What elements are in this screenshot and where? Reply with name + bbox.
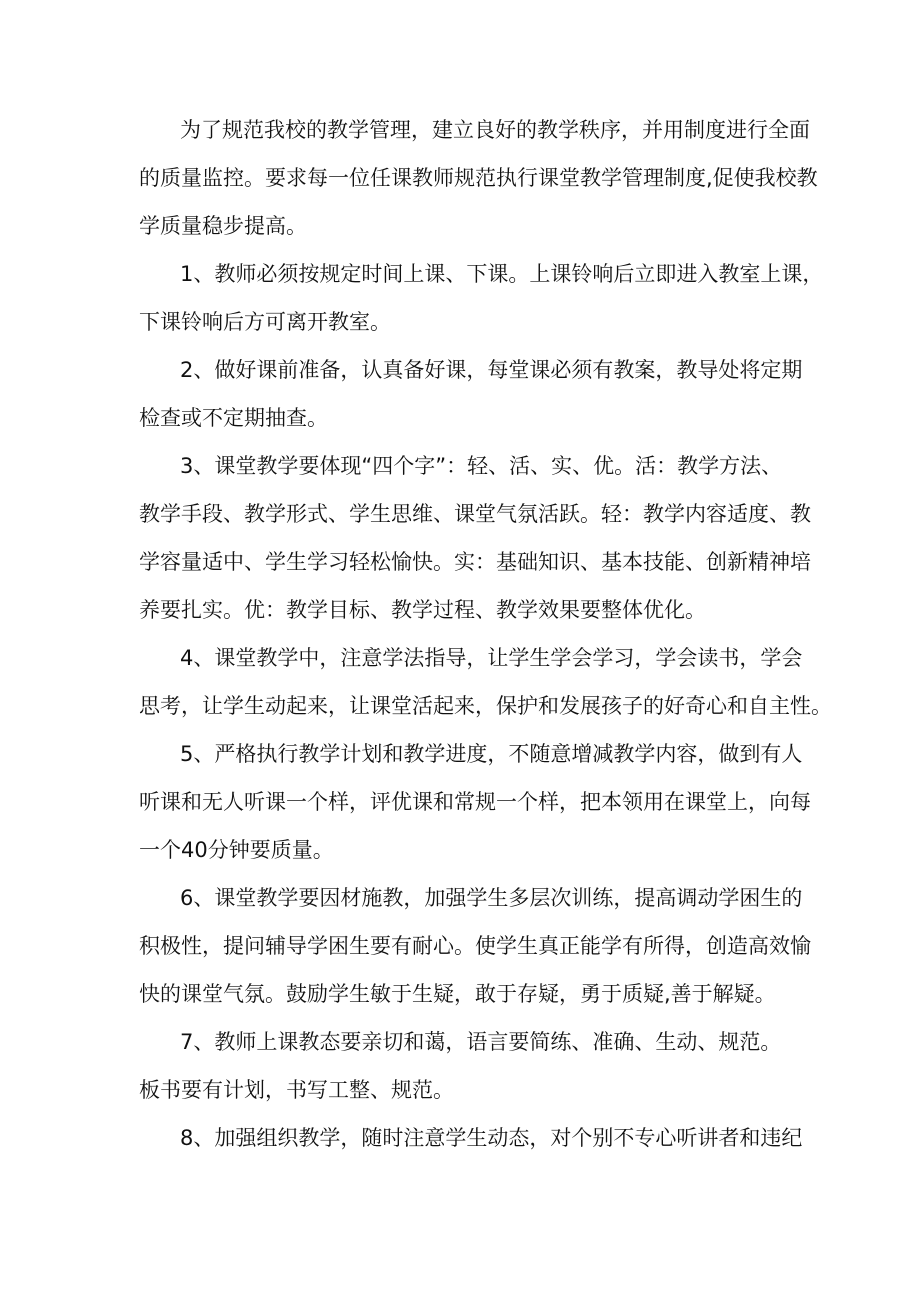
text-line: 思考，让学生动起来，让课堂活起来，保护和发展孩子的好奇心和自主性。	[139, 694, 832, 718]
text-line: 1、教师必须按规定时间上课、下课。上课铃响后立即进入教室上课，	[180, 262, 824, 286]
text-line: 8、加强组织教学，随时注意学生动态，对个别不专心听讲者和违纪	[180, 1126, 803, 1150]
text-line: 7、教师上课教态要亲切和蔼，语言要简练、准确、生动、规范。	[180, 1030, 782, 1054]
text-line: 6、课堂教学要因材施教，加强学生多层次训练，提高调动学困生的	[180, 886, 803, 910]
text-line: 4、课堂教学中，注意学法指导，让学生学会学习，学会读书，学会	[180, 646, 803, 670]
text-line: 板书要有计划，书写工整、规范。	[139, 1078, 454, 1102]
text-line: 5、严格执行教学计划和教学进度，不随意增减教学内容，做到有人	[180, 742, 803, 766]
text-line: 养要扎实。优：教学目标、教学过程、教学效果要整体优化。	[139, 598, 706, 622]
text-line: 听课和无人听课一个样，评优课和常规一个样，把本领用在课堂上，向每	[139, 790, 811, 814]
text-line: 2、做好课前准备，认真备好课，每堂课必须有教案，教导处将定期	[180, 358, 803, 382]
text-line: 快的课堂气氛。鼓励学生敏于生疑，敢于存疑，勇于质疑,善于解疑。	[139, 982, 776, 1006]
text-line: 3、课堂教学要体现“四个字”：轻、活、实、优。活：教学方法、	[180, 454, 783, 478]
text-line: 教学手段、教学形式、学生思维、课堂气氛活跃。轻：教学内容适度、教	[139, 502, 811, 526]
text-line: 一个40分钟要质量。	[139, 838, 334, 862]
text-line: 的质量监控。要求每一位任课教师规范执行课堂教学管理制度,促使我校教	[139, 166, 818, 190]
text-line: 为了规范我校的教学管理，建立良好的教学秩序，并用制度进行全面	[180, 118, 810, 142]
text-line: 学容量适中、学生学习轻松愉快。实：基础知识、基本技能、创新精神培	[139, 550, 811, 574]
text-line: 积极性，提问辅导学困生要有耐心。使学生真正能学有所得，创造高效愉	[139, 934, 811, 958]
text-line: 检查或不定期抽查。	[139, 406, 328, 430]
text-line: 学质量稳步提高。	[139, 214, 307, 238]
text-line: 下课铃响后方可离开教室。	[139, 310, 391, 334]
